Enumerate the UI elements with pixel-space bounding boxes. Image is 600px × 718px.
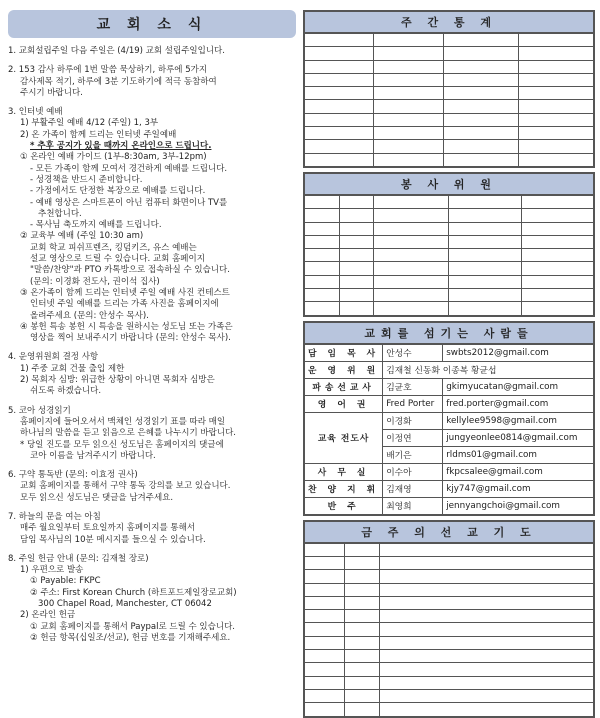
table-cell <box>305 127 374 140</box>
news-line: ① 교회 홈페이지를 통해서 Paypal로 드릴 수 있습니다. <box>30 621 235 632</box>
table-cell <box>339 222 374 235</box>
table-cell <box>305 689 345 702</box>
table-cell <box>518 100 593 113</box>
staff-role: 파송선교사 <box>305 378 383 395</box>
news-line: 2) 목회자 심방: 위급한 상황이 아니면 목회자 심방은 <box>20 375 215 386</box>
news-line: 8. 주일 헌금 안내 (문의: 김재철 장로) <box>8 553 149 564</box>
staff-contact: swbts2012@gmail.com <box>443 344 594 361</box>
news-line: - 목사님 축도까지 예배를 드립니다. <box>30 220 162 231</box>
table-cell <box>443 60 518 73</box>
table-cell <box>380 636 594 649</box>
staff-contact: jungyeonlee0814@gmail.com <box>443 429 594 446</box>
news-line: 하나님의 말씀을 듣고 읽음으로 은혜를 나누시기 바랍니다. <box>20 428 236 439</box>
table-cell <box>518 34 593 47</box>
table-cell <box>305 289 340 302</box>
table-cell <box>449 249 521 262</box>
table-cell <box>345 663 380 676</box>
table-cell <box>443 73 518 86</box>
table-cell <box>521 222 593 235</box>
table-cell <box>305 570 345 583</box>
table-cell <box>305 663 345 676</box>
table-cell <box>305 100 374 113</box>
news-line: 5. 코아 성경읽기 <box>8 405 71 416</box>
staff-name: 이정연 <box>383 429 443 446</box>
staff-role: 교육 전도사 <box>305 412 383 463</box>
table-cell <box>380 570 594 583</box>
news-line: 추천합니다. <box>38 208 82 219</box>
news-line: - 모든 가족이 함께 모여서 경건하게 예배를 드립니다. <box>30 163 228 174</box>
news-line: ② 헌금 항목(십일조/선교), 헌금 번호를 기재해주세요. <box>30 632 231 643</box>
staff-row <box>305 480 594 497</box>
table-cell <box>521 289 593 302</box>
table-cell <box>345 623 380 636</box>
table-row <box>305 703 594 716</box>
news-line: 교회 홈페이지를 통해서 구약 통독 강의를 보고 있습니다. <box>20 481 231 492</box>
news-item <box>8 406 296 462</box>
staff-contact: rldms01@gmail.com <box>443 446 594 463</box>
table-row <box>305 100 594 113</box>
table-cell <box>374 153 443 166</box>
table-cell <box>305 610 345 623</box>
table-cell <box>380 556 594 569</box>
news-line: * 당일 진도를 모두 읽으신 성도님은 홈페이지의 댓글에 <box>20 439 224 450</box>
news-item <box>8 470 296 504</box>
table-cell <box>345 636 380 649</box>
staff-role: 사 무 실 <box>305 463 383 480</box>
staff-name: 이경화 <box>383 412 443 429</box>
news-line: ② 교육부 예배 (주일 10:30 am) <box>20 231 144 242</box>
table-cell <box>374 73 443 86</box>
table-row <box>305 222 594 235</box>
table-cell <box>380 543 594 556</box>
table-cell <box>305 650 345 663</box>
news-line: 2) 온 가족이 함께 드리는 인터넷 주일예배 <box>20 129 177 140</box>
table-cell <box>521 195 593 208</box>
table-row <box>305 570 594 583</box>
table-cell <box>518 140 593 153</box>
news-line: 3. 인터넷 예배 <box>8 107 63 118</box>
staff-name: 안성수 <box>383 344 443 361</box>
table-cell <box>345 543 380 556</box>
news-line: ① Payable: FKPC <box>30 576 101 587</box>
table-cell <box>339 289 374 302</box>
news-line: 교회 학교 피쉬프렌즈, 킹덤키즈, 유스 예배는 <box>30 242 197 253</box>
news-item <box>8 352 296 397</box>
table-cell <box>305 140 374 153</box>
table-row <box>305 127 594 140</box>
table-row <box>305 87 594 100</box>
table-cell <box>305 47 374 60</box>
news-line: ② 주소: First Korean Church (하트포드제일장로교회) <box>30 587 237 598</box>
mission-prayer-title: 금 주 의 선 교 기 도 <box>304 521 594 543</box>
table-row <box>305 275 594 288</box>
table-cell <box>443 113 518 126</box>
weekly-stats-title: 주 간 통 계 <box>304 11 594 33</box>
staff-row <box>305 497 594 514</box>
table-cell <box>443 127 518 140</box>
table-row <box>305 543 594 556</box>
church-news-column <box>8 10 296 652</box>
table-cell <box>380 703 594 716</box>
table-cell <box>374 113 443 126</box>
table-cell <box>374 289 449 302</box>
table-row <box>305 249 594 262</box>
staff-name: 이수아 <box>383 463 443 480</box>
news-item <box>8 512 296 546</box>
table-cell <box>339 302 374 315</box>
table-row <box>305 676 594 689</box>
table-cell <box>305 60 374 73</box>
table-cell <box>305 676 345 689</box>
staff-name: 김재철 신동화 이종복 황균섭 <box>383 361 594 378</box>
staff-name: 배기은 <box>383 446 443 463</box>
news-line: 쉬도록 하겠습니다. <box>30 386 102 397</box>
table-cell <box>380 596 594 609</box>
staff-name: 김균호 <box>383 378 443 395</box>
table-row <box>305 610 594 623</box>
table-cell <box>339 275 374 288</box>
table-cell <box>345 610 380 623</box>
table-cell <box>449 195 521 208</box>
news-line: 4. 운영위원회 결정 사항 <box>8 352 99 363</box>
table-cell <box>449 222 521 235</box>
staff-contact: kjy747@gmail.com <box>443 480 594 497</box>
table-cell <box>374 195 449 208</box>
table-cell <box>518 127 593 140</box>
table-cell <box>345 570 380 583</box>
table-cell <box>339 262 374 275</box>
table-cell <box>449 302 521 315</box>
news-line: * 추후 공지가 있을 때까지 온라인으로 드립니다. <box>30 141 212 152</box>
staff-name: 최영희 <box>383 497 443 514</box>
news-line: 1) 우편으로 발송 <box>20 565 84 576</box>
staff-role: 담 임 목 사 <box>305 344 383 361</box>
church-news-title: 교 회 소 식 <box>8 10 296 38</box>
table-cell <box>518 87 593 100</box>
table-cell <box>449 275 521 288</box>
table-cell <box>305 73 374 86</box>
news-line: 영상을 찍어 보내주시기 바랍니다 (문의: 안성수 목사). <box>30 333 231 344</box>
table-cell <box>305 195 340 208</box>
table-row <box>305 140 594 153</box>
table-row <box>305 47 594 60</box>
table-cell <box>305 153 374 166</box>
table-row <box>305 650 594 663</box>
table-cell <box>345 583 380 596</box>
table-cell <box>449 209 521 222</box>
staff-name: 김재영 <box>383 480 443 497</box>
table-cell <box>374 222 449 235</box>
table-row <box>305 195 594 208</box>
table-cell <box>305 703 345 716</box>
staff-contact: kellylee9598@gmail.com <box>443 412 594 429</box>
news-line: 매주 월요일부터 토요일까지 홈페이지를 통해서 <box>20 523 196 534</box>
table-cell <box>305 583 345 596</box>
table-cell <box>305 556 345 569</box>
table-cell <box>521 275 593 288</box>
service-committee-section <box>303 172 595 317</box>
table-cell <box>305 222 340 235</box>
table-row <box>305 153 594 166</box>
table-cell <box>521 302 593 315</box>
table-cell <box>518 153 593 166</box>
news-line: 인터넷 주일 예배를 드리는 가족 사진을 홈페이지에 <box>30 299 219 310</box>
table-cell <box>443 140 518 153</box>
table-row <box>305 302 594 315</box>
news-line: 300 Chapel Road, Manchester, CT 06042 <box>38 599 212 610</box>
table-cell <box>374 47 443 60</box>
table-cell <box>345 676 380 689</box>
table-cell <box>339 235 374 248</box>
table-cell <box>374 87 443 100</box>
table-cell <box>380 650 594 663</box>
table-cell <box>305 623 345 636</box>
table-cell <box>305 235 340 248</box>
table-cell <box>345 703 380 716</box>
table-cell <box>305 209 340 222</box>
staff-row <box>305 378 594 395</box>
table-cell <box>449 235 521 248</box>
news-line: 담임 목사님의 10분 메시지를 들으실 수 있습니다. <box>20 534 206 545</box>
table-cell <box>305 596 345 609</box>
table-cell <box>518 60 593 73</box>
table-cell <box>380 663 594 676</box>
table-row <box>305 73 594 86</box>
table-cell <box>374 34 443 47</box>
table-cell <box>305 275 340 288</box>
mission-prayer-table <box>304 543 594 717</box>
table-cell <box>521 209 593 222</box>
table-cell <box>339 195 374 208</box>
news-line: ① 온라인 예배 가이드 (1부-8:30am, 3부-12pm) <box>20 152 207 163</box>
table-cell <box>518 113 593 126</box>
staff-row <box>305 395 594 412</box>
news-line: 올려주세요 (문의: 안성수 목사). <box>30 310 149 321</box>
news-line: 모두 읽으신 성도님은 댓글을 남겨주세요. <box>20 492 174 503</box>
table-cell <box>305 249 340 262</box>
staff-role: 운 영 위 원 <box>305 361 383 378</box>
table-cell <box>374 100 443 113</box>
table-cell <box>443 34 518 47</box>
staff-row <box>305 412 594 429</box>
staff-section <box>303 321 595 516</box>
staff-title: 교회를 섬기는 사람들 <box>304 322 594 344</box>
table-cell <box>449 289 521 302</box>
staff-row <box>305 361 594 378</box>
table-cell <box>305 543 345 556</box>
news-line: 6. 구약 통독반 (문의: 이효정 권사) <box>8 470 138 481</box>
weekly-stats-section <box>303 10 595 168</box>
news-line: 감사제목 적기, 하루에 3분 기도하기에 적극 동참하여 <box>20 76 217 87</box>
table-cell <box>443 153 518 166</box>
table-cell <box>449 262 521 275</box>
staff-contact: gkimyucatan@gmail.com <box>443 378 594 395</box>
table-cell <box>443 47 518 60</box>
table-cell <box>380 610 594 623</box>
weekly-stats-table <box>304 33 594 167</box>
table-cell <box>443 87 518 100</box>
table-cell <box>305 262 340 275</box>
staff-row <box>305 344 594 361</box>
table-row <box>305 113 594 126</box>
table-cell <box>374 275 449 288</box>
news-line: 1. 교회설립주일 다음 주일은 (4/19) 교회 설립주일입니다. <box>8 46 225 56</box>
table-row <box>305 583 594 596</box>
news-item <box>8 554 296 644</box>
table-cell <box>345 689 380 702</box>
table-cell <box>374 209 449 222</box>
staff-contact: jennyangchoi@gmail.com <box>443 497 594 514</box>
table-row <box>305 689 594 702</box>
table-cell <box>518 73 593 86</box>
table-cell <box>521 235 593 248</box>
table-cell <box>518 47 593 60</box>
table-cell <box>345 650 380 663</box>
news-line: 코아 이름을 남겨주시기 바랍니다. <box>30 450 156 461</box>
table-cell <box>374 262 449 275</box>
table-cell <box>305 87 374 100</box>
table-cell <box>443 100 518 113</box>
staff-name: Fred Porter <box>383 395 443 412</box>
table-row <box>305 262 594 275</box>
right-column <box>303 10 595 718</box>
news-line: 설교 영상으로 드릴 수 있습니다. 교회 홈페이지 <box>30 254 205 265</box>
staff-role: 영 어 권 <box>305 395 383 412</box>
news-item <box>8 46 296 57</box>
news-line: 1) 주중 교회 건물 출입 제한 <box>20 363 125 374</box>
table-row <box>305 556 594 569</box>
table-cell <box>339 209 374 222</box>
mission-prayer-section <box>303 520 595 718</box>
table-row <box>305 60 594 73</box>
news-line: 홈페이지에 들어오셔서 맥체인 성경읽기 표를 따라 매일 <box>20 416 226 427</box>
service-committee-title: 봉 사 위 원 <box>304 173 594 195</box>
news-line: 2. 153 감사 하루에 1번 말씀 묵상하기, 하루에 5가지 <box>8 65 208 76</box>
table-cell <box>374 140 443 153</box>
table-cell <box>374 235 449 248</box>
table-row <box>305 596 594 609</box>
table-cell <box>521 262 593 275</box>
news-line: ④ 봉헌 특송 봉헌 시 특송을 원하시는 성도님 또는 가족은 <box>20 321 233 332</box>
table-row <box>305 34 594 47</box>
table-row <box>305 289 594 302</box>
staff-contact: fkpcsalee@gmail.com <box>443 463 594 480</box>
table-cell <box>345 556 380 569</box>
church-news-list <box>8 46 296 644</box>
news-line: - 예배 영상은 스마트폰이 아닌 컴퓨터 화면이나 TV를 <box>30 197 228 208</box>
table-row <box>305 663 594 676</box>
service-committee-table <box>304 195 594 316</box>
news-line: 주시기 바랍니다. <box>20 87 83 98</box>
table-cell <box>521 249 593 262</box>
news-line: "말씀/찬양"과 PTO 카톡방으로 접속하실 수 있습니다. <box>30 265 230 276</box>
table-cell <box>339 249 374 262</box>
news-line: - 가정에서도 단정한 복장으로 예배를 드립니다. <box>30 186 206 197</box>
news-line: - 성경책을 반드시 준비합니다. <box>30 174 143 185</box>
table-cell <box>305 113 374 126</box>
table-row <box>305 235 594 248</box>
news-line: 2) 온라인 헌금 <box>20 610 76 621</box>
table-cell <box>305 636 345 649</box>
news-line: 7. 하늘의 문을 여는 아침 <box>8 511 101 522</box>
table-cell <box>305 34 374 47</box>
table-cell <box>305 302 340 315</box>
news-item <box>8 65 296 99</box>
staff-role: 반 주 <box>305 497 383 514</box>
table-cell <box>374 60 443 73</box>
table-cell <box>380 676 594 689</box>
staff-role: 찬 양 지 휘 <box>305 480 383 497</box>
table-row <box>305 209 594 222</box>
staff-row <box>305 463 594 480</box>
table-cell <box>345 596 380 609</box>
staff-contact: fred.porter@gmail.com <box>443 395 594 412</box>
news-line: (문의: 이경화 전도사, 권이석 집사) <box>30 276 160 287</box>
table-row <box>305 623 594 636</box>
table-cell <box>374 127 443 140</box>
table-cell <box>380 583 594 596</box>
table-cell <box>374 302 449 315</box>
news-line: 1) 부활주일 예배 4/12 (주일) 1, 3부 <box>20 118 159 129</box>
news-item <box>8 107 296 344</box>
table-cell <box>374 249 449 262</box>
staff-table <box>304 344 594 515</box>
table-row <box>305 636 594 649</box>
table-cell <box>380 623 594 636</box>
table-cell <box>380 689 594 702</box>
news-line: ③ 온가족이 함께 드리는 인터넷 주일 예배 사진 컨테스트 <box>20 287 230 298</box>
